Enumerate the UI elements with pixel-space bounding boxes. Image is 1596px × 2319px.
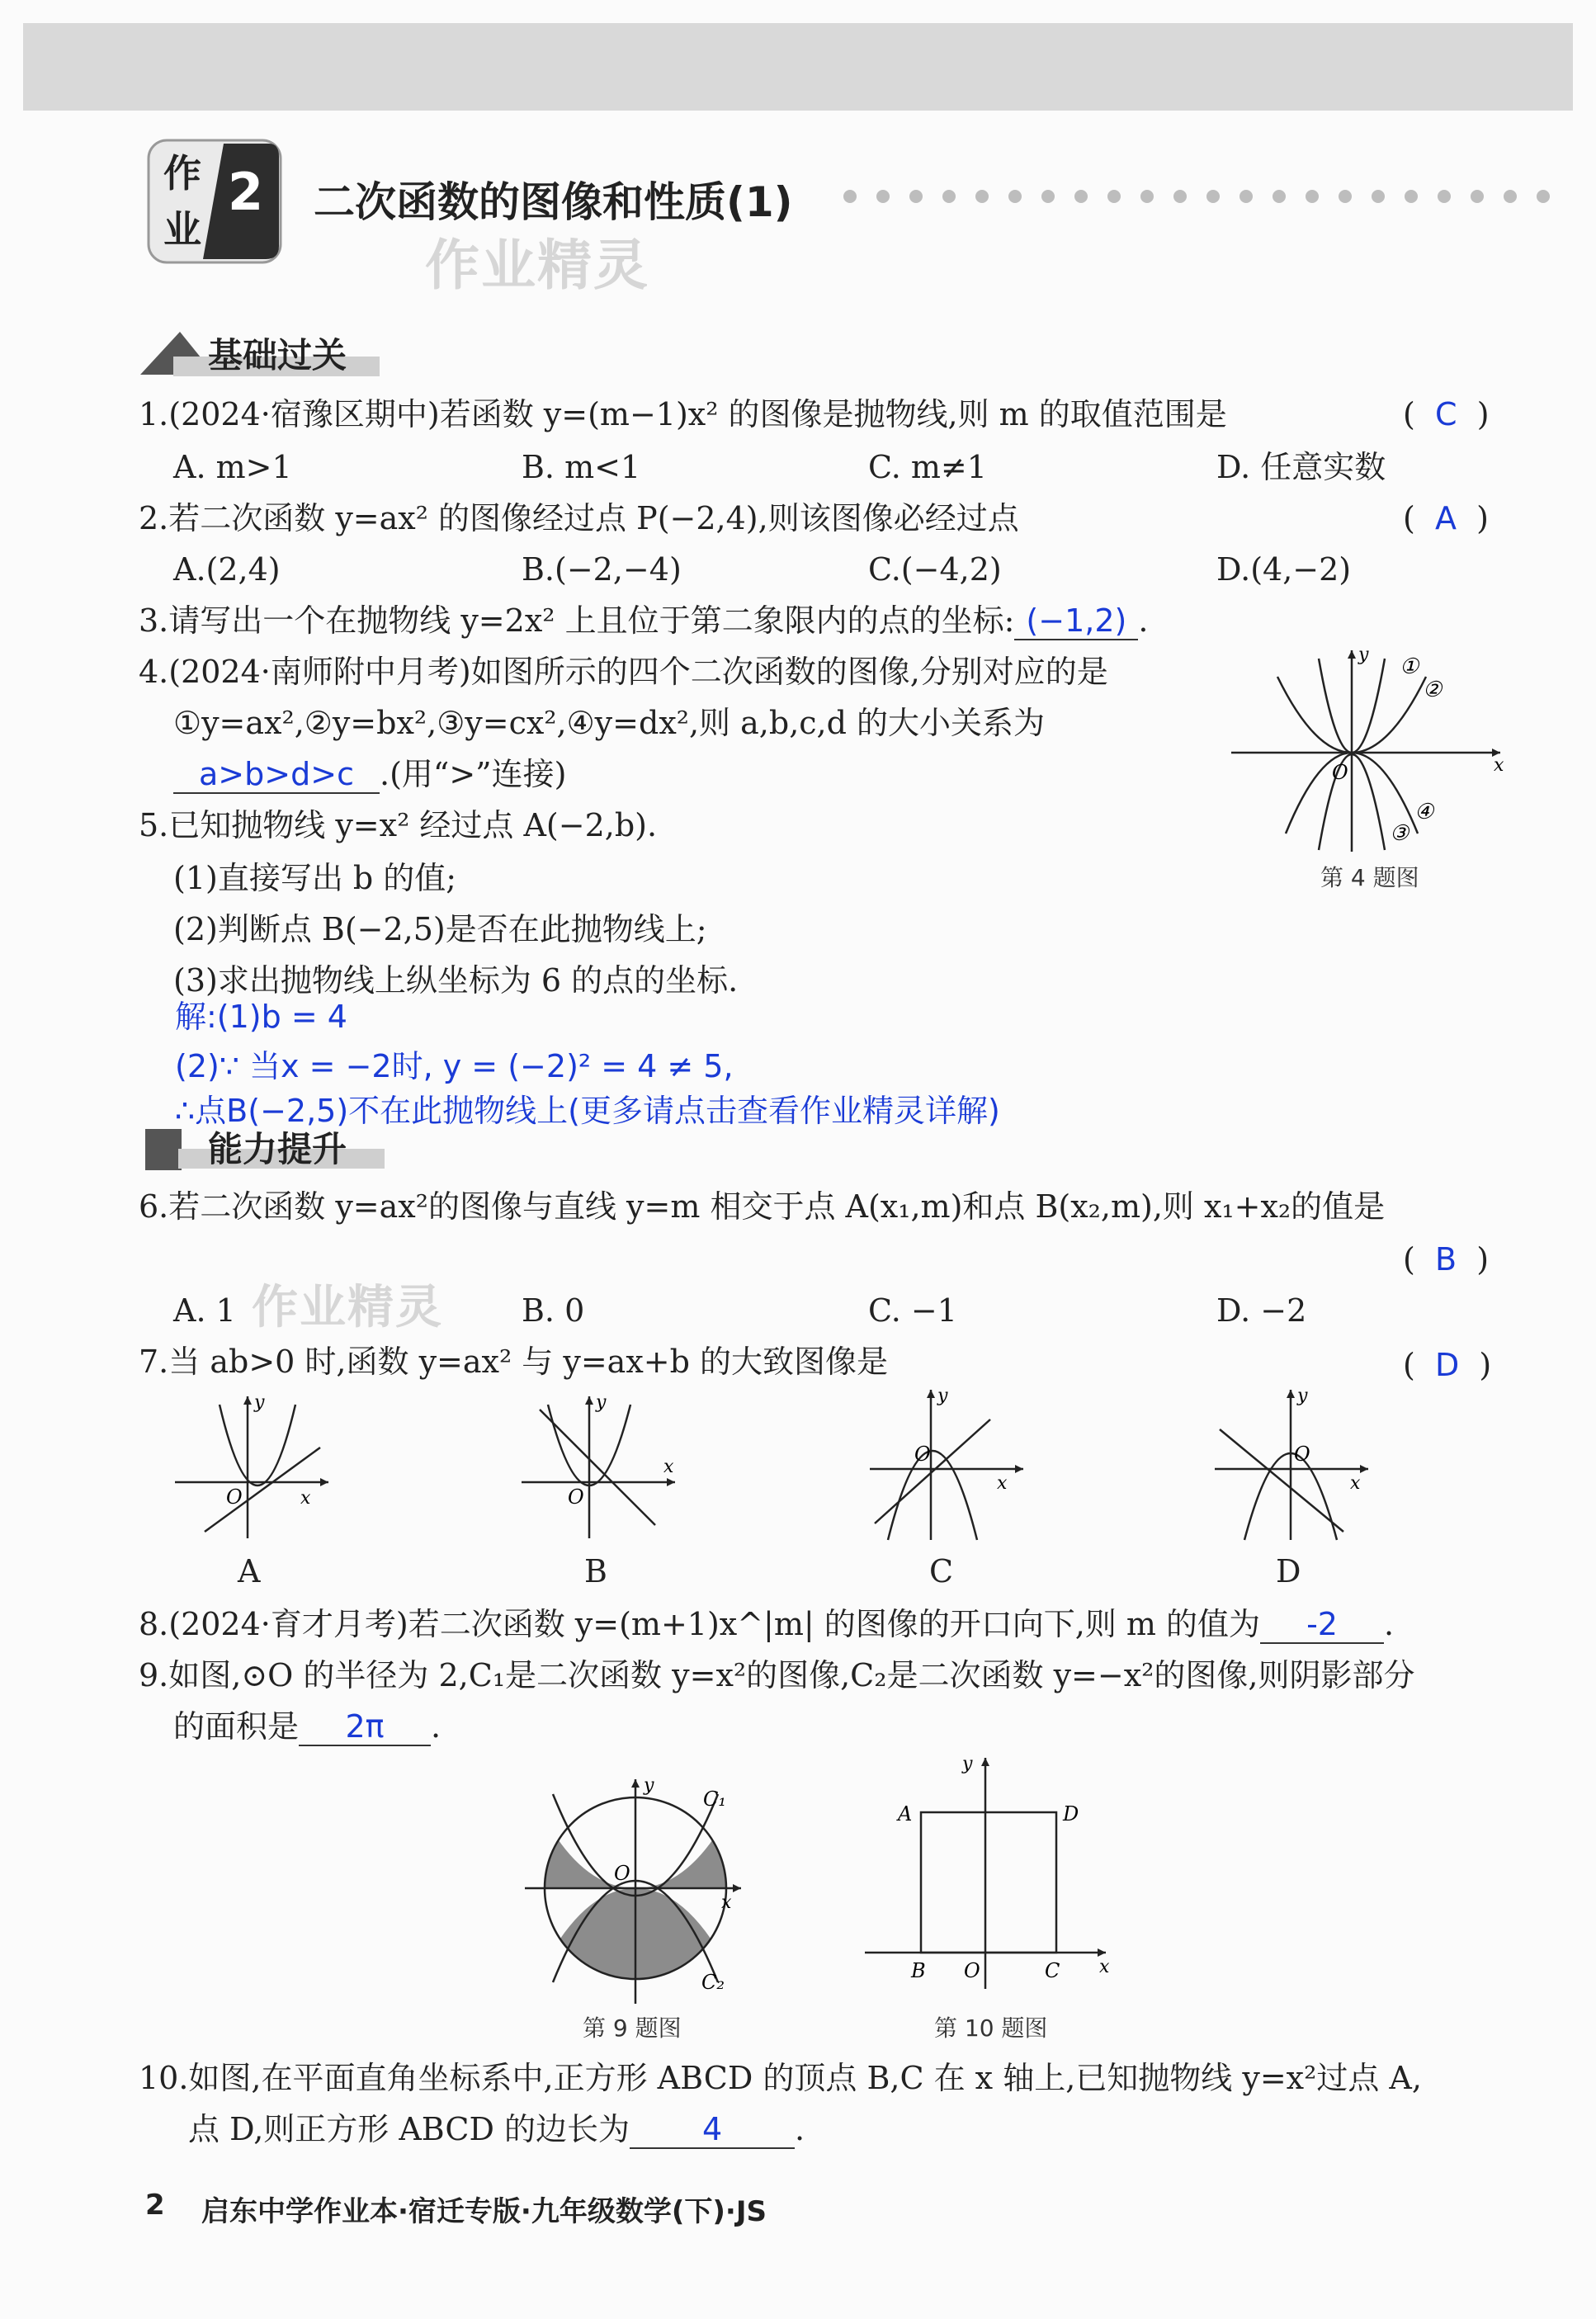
q9-figure [520,1774,751,2014]
q5-sub2: (2)判断点 B(−2,5)是否在此抛物线上; [173,911,707,947]
watermark-top: 作业精灵 [425,234,649,297]
q7b-axis-x: x [663,1457,674,1477]
q6-answer-paren: ( B ) [1403,1241,1490,1278]
footer-book-title: 启东中学作业本·宿迁专版·九年级数学(下)·JS [201,2195,767,2228]
q6-text: 6.若二次函数 y=ax²的图像与直线 y=m 相交于点 A(x₁,m)和点 B(x₂,m),则 x₁+x₂的值是 [139,1188,1386,1225]
q1-option-a: A. m>1 [173,449,292,485]
q10-label-a: A [898,1802,913,1825]
q2-option-d: D.(4,−2) [1216,551,1352,588]
q6-option-a: A. 1 [173,1292,236,1329]
q7-letter-c: C [929,1553,954,1589]
q4-line3-suffix: .(用“>”连接) [380,756,567,792]
q10-figure [858,1750,1122,1997]
q2-answer: A [1434,500,1457,536]
q10-label-c: C [1045,1959,1060,1982]
q2-text: 2.若二次函数 y=ax² 的图像经过点 P(−2,4),则该图像必经过点 [139,500,1019,536]
q9-line1: 9.如图,⊙O 的半径为 2,C₁是二次函数 y=x²的图像,C₂是二次函数 y=−x²的图像,则阴影部分 [139,1657,1415,1693]
q4-label-4: ④ [1414,800,1434,824]
q7c-axis-x: x [997,1473,1008,1494]
page-title: 二次函数的图像和性质(1) [314,178,793,226]
q7a-axis-x: x [300,1488,311,1509]
q10-line2 [188,2109,805,2149]
q7-text: 7.当 ab>0 时,函数 y=ax² 与 y=ax+b 的大致图像是 [139,1344,888,1380]
q8-line [139,1604,1394,1644]
q7c-origin: O [914,1443,931,1466]
q2-answer-paren: ( A ) [1403,500,1489,536]
q1-option-b: B. m<1 [522,449,641,485]
q3-text: 3.请写出一个在抛物线 y=2x² 上且位于第二象限内的点的坐标: [139,602,1015,639]
q9-answer: 2π [299,1708,431,1746]
q9-origin: O [614,1862,630,1885]
q10-axis-x: x [1099,1957,1110,1977]
q7a-axis-y: y [254,1393,265,1413]
q4-line1: 4.(2024·南师附中月考)如图所示的四个二次函数的图像,分别对应的是 [139,654,1108,690]
q6-option-c: C. −1 [868,1292,957,1329]
q8-end: . [1384,1606,1395,1642]
top-band [23,23,1573,111]
q9-line2 [173,1707,441,1746]
q9-label-c1: C₁ [703,1788,726,1811]
q7-letter-d: D [1276,1553,1301,1589]
q7-graph-a [172,1393,337,1542]
q10-axis-y: y [962,1754,973,1774]
badge-number: 2 [228,162,264,222]
badge-char-bottom: 业 [163,207,201,252]
q7-answer: D [1434,1347,1460,1383]
q4-line2: ①y=ax²,②y=bx²,③y=cx²,④y=dx²,则 a,b,c,d 的大小关系为 [173,705,1046,741]
q9-end: . [431,1708,441,1745]
q5-solution-2: (2)∵ 当x = −2时, y = (−2)² = 4 ≠ 5, [175,1048,734,1084]
section-basic-title: 基础过关 [208,335,347,375]
title-dots [842,188,1568,205]
q7d-axis-x: x [1350,1473,1361,1494]
badge-char-top: 作 [163,151,201,196]
q7d-origin: O [1294,1443,1310,1466]
q4-label-3: ③ [1390,821,1409,846]
q7-answer-paren: ( D ) [1403,1347,1492,1383]
q7-graph-b [518,1393,683,1542]
q1-option-c: C. m≠1 [868,449,987,485]
q9-axis-y: y [644,1775,654,1796]
q7d-axis-y: y [1297,1386,1308,1406]
q8-text: 8.(2024·育才月考)若二次函数 y=(m+1)x^|m| 的图像的开口向下,则 m 的值为 [139,1606,1261,1642]
q4-axis-x: x [1494,755,1504,776]
q7b-axis-y: y [596,1393,607,1413]
q7b-origin: O [568,1485,584,1509]
q4-label-2: ② [1423,678,1443,702]
q1-text: 1.(2024·宿豫区期中)若函数 y=(m−1)x² 的图像是抛物线,则 m 的取值范围是 [139,396,1227,432]
q8-answer: -2 [1260,1606,1384,1644]
q7-letter-b: B [584,1553,607,1589]
q10-end: . [795,2111,805,2147]
q6-answer: B [1434,1241,1457,1278]
q3-end: . [1138,602,1149,639]
homework-badge [145,135,286,267]
q10-label-d: D [1063,1802,1079,1825]
q4-figure [1228,644,1509,858]
q9-line2-text: 的面积是 [173,1708,300,1745]
watermark-mid: 作业精灵 [252,1281,443,1334]
q7-letter-a: A [238,1553,261,1589]
q2-option-c: C.(−4,2) [868,551,1002,588]
q5-sub3: (3)求出抛物线上纵坐标为 6 的点的坐标. [173,962,739,999]
q4-label-1: ① [1400,654,1419,679]
q10-label-b: B [911,1959,926,1982]
q7-graph-d [1211,1386,1376,1543]
q6-option-d: D. −2 [1216,1292,1307,1329]
q2-option-b: B.(−2,−4) [522,551,682,588]
q5-line1: 5.已知抛物线 y=x² 经过点 A(−2,b). [139,807,658,843]
q10-caption: 第 10 题图 [934,2014,1048,2042]
q1-option-d: D. 任意实数 [1216,449,1386,485]
q4-line3 [173,754,566,794]
q4-caption: 第 4 题图 [1320,864,1419,891]
q10-line2-text: 点 D,则正方形 ABCD 的边长为 [188,2111,630,2147]
footer-page-number: 2 [145,2189,165,2222]
q9-label-c2: C₂ [701,1971,725,1994]
q3-answer: (−1,2) [1014,602,1138,640]
q7a-origin: O [226,1485,243,1509]
q3-line [139,601,1148,640]
q7-graph-c [866,1386,1032,1543]
q1-answer: C [1434,396,1457,432]
q4-origin: O [1332,761,1348,784]
q9-axis-x: x [721,1892,732,1913]
q5-sub1: (1)直接写出 b 的值; [173,860,457,896]
q9-caption: 第 9 题图 [583,2014,682,2042]
q4-answer: a>b>d>c [173,756,380,794]
q7c-axis-y: y [937,1386,948,1406]
q6-option-b: B. 0 [522,1292,585,1329]
q10-line1: 10.如图,在平面直角坐标系中,正方形 ABCD 的顶点 B,C 在 x 轴上,已知抛物线 y=x²过点 A, [139,2060,1422,2096]
q5-solution-1: 解:(1)b = 4 [175,999,347,1035]
q10-answer: 4 [630,2111,795,2149]
section-ability-title: 能力提升 [208,1129,347,1169]
q2-option-a: A.(2,4) [173,551,281,588]
q5-solution-3[interactable]: ∴点B(−2,5)不在此抛物线上(更多请点击查看作业精灵详解) [175,1093,1000,1129]
q10-origin: O [964,1959,980,1982]
q4-axis-y: y [1358,645,1369,665]
q1-answer-paren: ( C ) [1403,396,1490,432]
